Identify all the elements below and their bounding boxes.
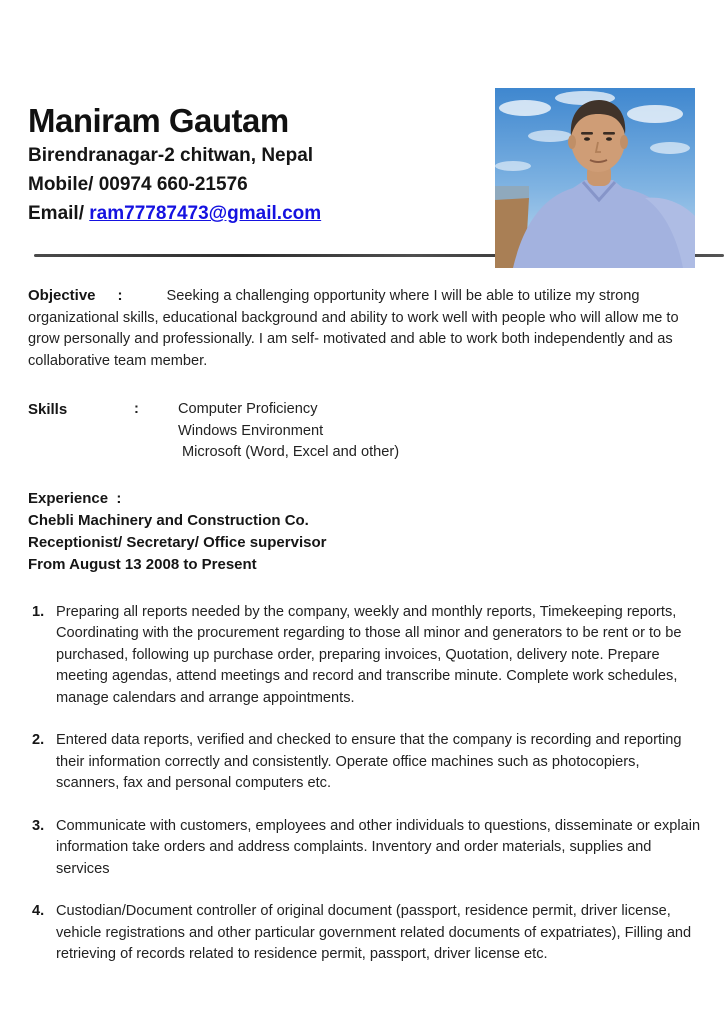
duty-item [28,602,702,710]
duties-list [28,602,702,966]
email-label: Email/ [28,203,84,225]
experience-section [28,488,702,576]
mobile-line: Mobile/ 00974 660-21576 [28,174,248,196]
duty-item [28,816,702,881]
experience-role: Receptionist/ Secretary/ Office supervisor [28,533,327,551]
experience-company: Chebli Machinery and Construction Co. [28,511,309,529]
duty-item [28,901,702,966]
address-line: Birendranagar-2 chitwan, Nepal [28,145,314,167]
skills-colon: : [134,401,139,418]
duty-number: 2. [32,732,45,749]
skill-item: Windows Environment [178,422,324,439]
skills-label: Skills [28,401,68,419]
experience-colon: : [116,489,122,507]
skills-list [178,399,399,464]
email-link[interactable]: ram77787473@gmail.com [89,203,322,225]
duty-text: Communicate with customers, employees and other individuals to questions, disseminate or explain information take orders and address complaints. Inventory and order materials, supplies and services [56,817,701,877]
duty-text: Custodian/Document controller of original document (passport, residence permit, driver license, vehicle registrations and other particular government related documents of expatriates), Filling and retrieving of records related to residence permit, passport, driver license etc. [56,903,692,963]
duty-number: 4. [32,903,45,920]
experience-heading [28,488,702,510]
duty-item [28,730,702,795]
profile-photo [495,88,695,268]
objective-colon: : [117,287,123,305]
objective-label: Objective [28,287,96,305]
duty-number: 3. [32,817,45,834]
experience-label: Experience [28,489,109,507]
skills-section [28,399,702,464]
person-name: Maniram Gautam [28,102,289,139]
duty-text: Preparing all reports needed by the company, weekly and monthly reports, Timekeeping reports, Coordinating with the procurement regarding to those all minor and generators to be rent or to be purchased, following up purchase order, preparing invoices, Quotation, delivery note. Prepare meeting agendas, attend meetings and record and transcribe minute. Complete work schedules, manage calendars and arrange appointments. [56,603,682,706]
skill-item: Microsoft (Word, Excel and other) [182,444,400,461]
skill-item: Computer Proficiency [178,401,318,418]
duty-number: 1. [32,603,45,620]
objective-section [28,285,702,372]
duty-text: Entered data reports, verified and checked to ensure that the company is recording and reporting their information correctly and consistently. Operate office machines such as photocopiers, scanners, fax and personal computers etc. [56,732,682,792]
experience-period: From August 13 2008 to Present [28,555,257,573]
objective-text: Seeking a challenging opportunity where I will be able to utilize my strong organizational skills, educational background and ability to work well with people who will allow me to grow personally and professionally. I am self- motivated and able to work both independently and as collaborative team member. [28,288,679,369]
